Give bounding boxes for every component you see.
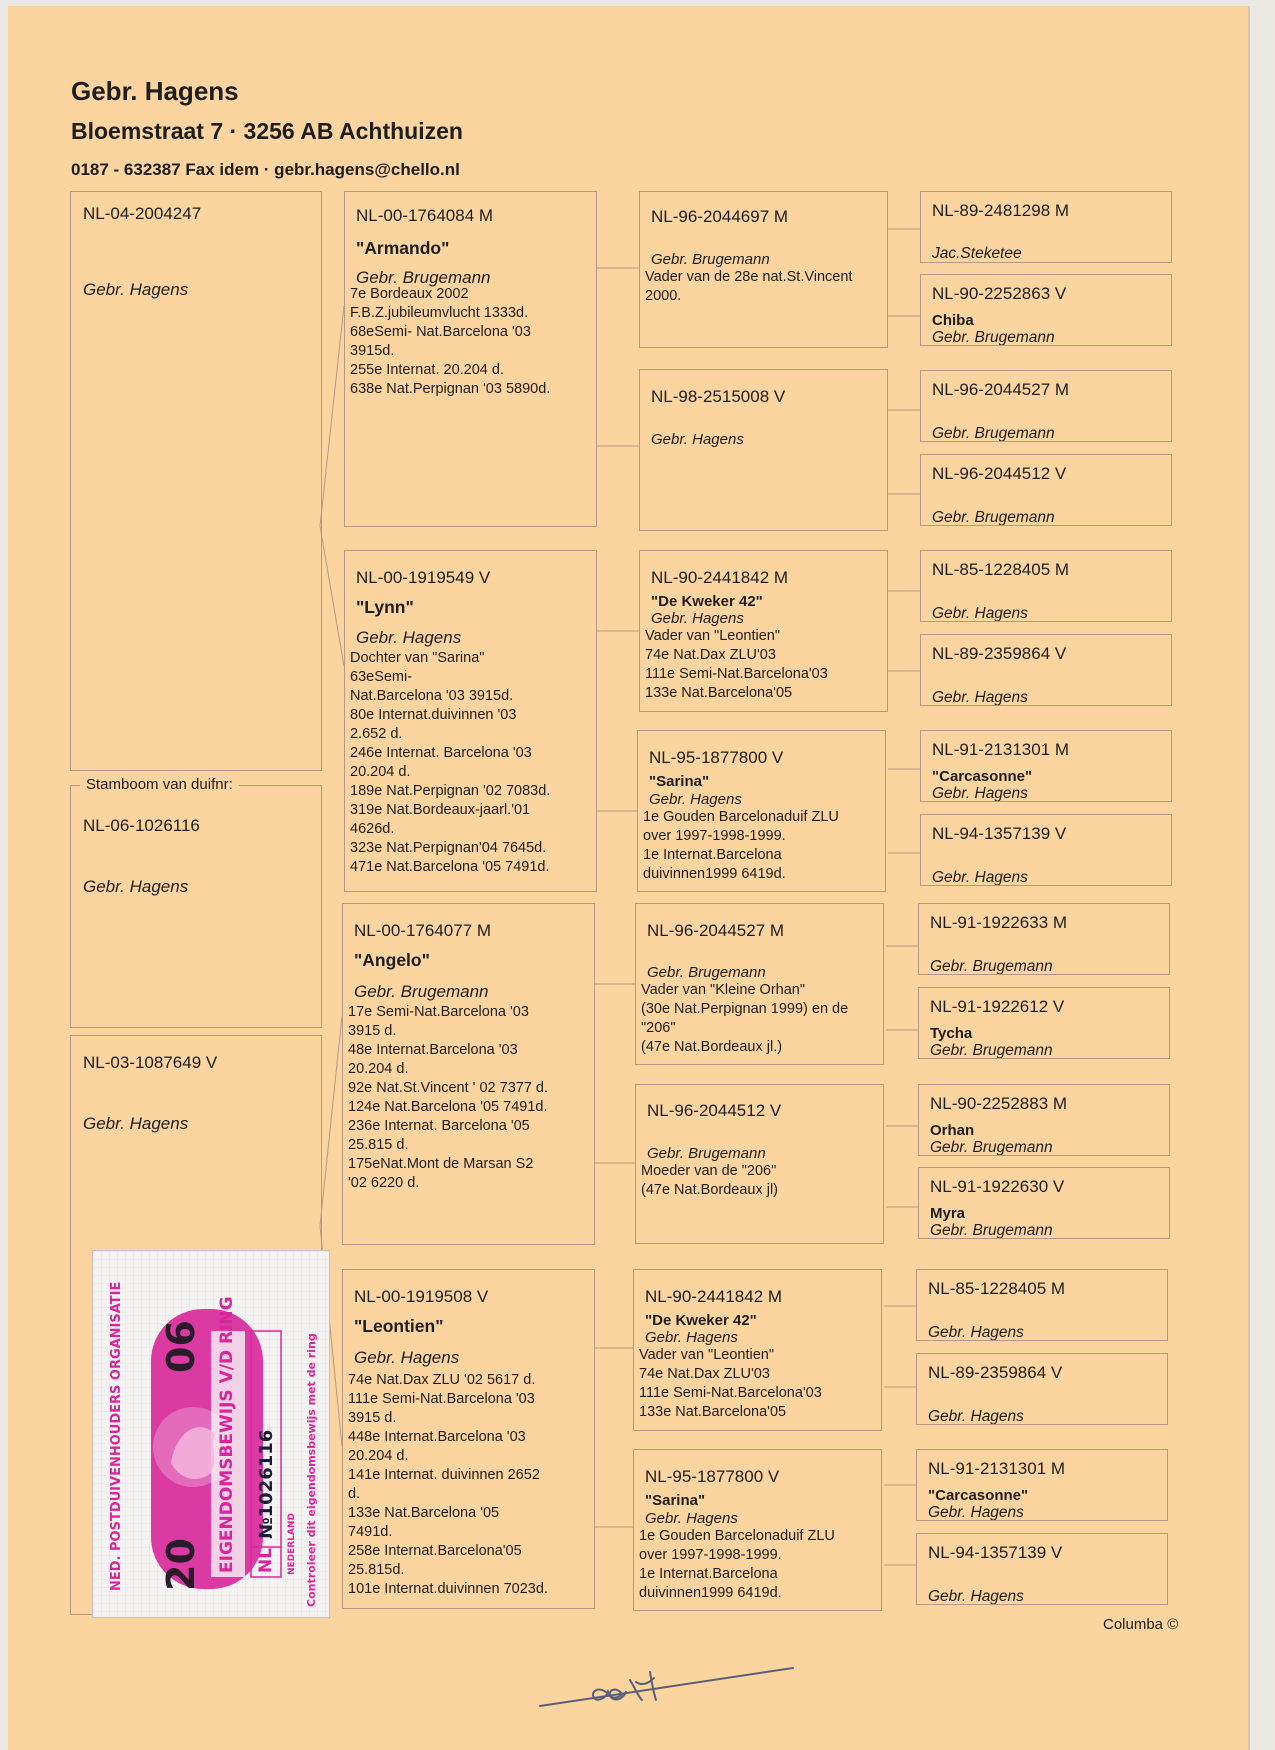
parent-owner: Gebr. Brugemann <box>356 268 491 287</box>
parent-ring-number: NL-00-1919508 V <box>354 1287 489 1306</box>
grandparent-owner: Gebr. Hagens <box>645 1510 738 1527</box>
great-grandparent-card[interactable] <box>918 987 1170 1059</box>
mother-ring-number: NL-03-1087649 V <box>83 1053 218 1072</box>
parent-owner: Gebr. Hagens <box>354 1348 460 1367</box>
breeder-address: Bloemstraat 7 · 3256 AB Achthuizen <box>71 118 463 144</box>
ring-certificate-number: №1026116 <box>256 1429 277 1539</box>
great-grandparent-owner: Gebr. Hagens <box>932 869 1028 886</box>
grandparent-card[interactable] <box>633 1269 882 1431</box>
great-grandparent-ring-number: NL-91-2131301 M <box>928 1459 1066 1478</box>
great-grandparent-nickname: "Carcasonne" <box>932 768 1033 785</box>
grandparent-owner: Gebr. Hagens <box>645 1329 738 1346</box>
ring-certificate <box>92 1250 330 1618</box>
grandparent-results: Vader van de 28e nat.St.Vincent 2000. <box>645 269 853 304</box>
parent-results: 7e Bordeaux 2002 F.B.Z.jubileumvlucht 1333d. 68eSemi- Nat.Barcelona '03 3915d. 255e Internat. 20.204 d. 638e Nat.Perpignan '03 5890d. <box>350 286 551 397</box>
great-grandparent-card[interactable] <box>918 1084 1170 1156</box>
grandparent-card[interactable] <box>639 550 888 712</box>
great-grandparent-ring-number: NL-90-2252863 V <box>932 284 1067 303</box>
parent-nickname: "Angelo" <box>354 950 430 970</box>
great-grandparent-owner: Gebr. Brugemann <box>932 425 1055 442</box>
great-grandparent-ring-number: NL-96-2044527 M <box>932 380 1070 399</box>
great-grandparent-owner: Gebr. Brugemann <box>932 509 1055 526</box>
breeder-name: Gebr. Hagens <box>71 76 239 106</box>
parent-nickname: "Leontien" <box>354 1316 444 1336</box>
great-grandparent-owner: Gebr. Hagens <box>928 1504 1024 1521</box>
pedigree-sheet <box>8 6 1250 1750</box>
great-grandparent-nickname: Tycha <box>930 1025 973 1042</box>
parent-nickname: "Lynn" <box>356 597 414 617</box>
grandparent-results: Vader van "Leontien" 74e Nat.Dax ZLU'03 111e Semi-Nat.Barcelona'03 133e Nat.Barcelona'05 <box>645 628 828 701</box>
ring-certificate-year-suffix: 06 <box>159 1320 203 1373</box>
great-grandparent-ring-number: NL-89-2359864 V <box>932 644 1067 663</box>
grandparent-owner: Gebr. Hagens <box>651 431 744 448</box>
parent-card[interactable] <box>342 903 595 1245</box>
grandparent-card[interactable] <box>633 1449 882 1611</box>
ring-certificate-year-prefix: 20 <box>159 1538 203 1591</box>
great-grandparent-ring-number: NL-90-2252883 M <box>930 1094 1068 1113</box>
great-grandparent-owner: Gebr. Brugemann <box>930 1139 1053 1156</box>
great-grandparent-card[interactable] <box>920 634 1172 706</box>
great-grandparent-card[interactable] <box>918 1167 1170 1239</box>
great-grandparent-card[interactable] <box>920 274 1172 346</box>
great-grandparent-card[interactable] <box>920 550 1172 622</box>
great-grandparent-card[interactable] <box>920 370 1172 442</box>
signature <box>538 1656 798 1716</box>
subject-card[interactable] <box>70 785 322 1028</box>
grandparent-card[interactable] <box>637 730 886 892</box>
parent-card[interactable] <box>342 1269 595 1609</box>
great-grandparent-ring-number: NL-94-1357139 V <box>928 1543 1063 1562</box>
great-grandparent-card[interactable] <box>916 1533 1168 1605</box>
great-grandparent-card[interactable] <box>920 191 1172 263</box>
great-grandparent-owner: Gebr. Hagens <box>928 1408 1024 1425</box>
grandparent-ring-number: NL-95-1877800 V <box>649 748 784 767</box>
parent-card[interactable] <box>344 191 597 527</box>
great-grandparent-ring-number: NL-85-1228405 M <box>932 560 1070 579</box>
ring-certificate-country-code: NL <box>256 1547 276 1573</box>
great-grandparent-card[interactable] <box>916 1269 1168 1341</box>
grandparent-ring-number: NL-90-2441842 M <box>645 1287 783 1306</box>
parent-owner: Gebr. Hagens <box>356 628 462 647</box>
parent-ring-number: NL-00-1764084 M <box>356 206 494 225</box>
great-grandparent-ring-number: NL-91-1922612 V <box>930 997 1065 1016</box>
grandparent-ring-number: NL-98-2515008 V <box>651 387 786 406</box>
great-grandparent-nickname: "Carcasonne" <box>928 1487 1029 1504</box>
great-grandparent-owner: Gebr. Brugemann <box>932 329 1055 346</box>
great-grandparent-owner: Gebr. Hagens <box>932 605 1028 622</box>
father-owner: Gebr. Hagens <box>83 280 189 299</box>
great-grandparent-owner: Gebr. Brugemann <box>930 1042 1053 1059</box>
parent-ring-number: NL-00-1764077 M <box>354 921 492 940</box>
parent-owner: Gebr. Brugemann <box>354 982 489 1001</box>
great-grandparent-ring-number: NL-91-2131301 M <box>932 740 1070 759</box>
grandparent-owner: Gebr. Brugemann <box>651 251 770 268</box>
grandparent-card[interactable] <box>635 1084 884 1244</box>
great-grandparent-card[interactable] <box>920 814 1172 886</box>
great-grandparent-card[interactable] <box>920 454 1172 526</box>
great-grandparent-ring-number: NL-94-1357139 V <box>932 824 1067 843</box>
parent-card[interactable] <box>344 550 597 892</box>
parent-results: Dochter van "Sarina" 63eSemi- Nat.Barcelona '03 3915d. 80e Internat.duivinnen '03 2.652 d. 246e Internat. Barcelona '03 20.204 d. 189e Nat.Perpignan '02 7083d. 319e Nat.Bordeaux-jaarl.'01 4626d. 323e Nat.Perpignan'04 7645d. 471e Nat.Barcelona '05 7491d. <box>350 650 551 875</box>
great-grandparent-nickname: Chiba <box>932 312 974 329</box>
grandparent-results: Vader van "Leontien" 74e Nat.Dax ZLU'03 111e Semi-Nat.Barcelona'03 133e Nat.Barcelona'05 <box>639 1347 822 1420</box>
grandparent-ring-number: NL-96-2044527 M <box>647 921 785 940</box>
ring-certificate-organisation: NED. POSTDUIVENHOUDERS ORGANISATIE <box>109 1281 124 1591</box>
grandparent-card[interactable] <box>635 903 884 1065</box>
great-grandparent-ring-number: NL-85-1228405 M <box>928 1279 1066 1298</box>
parent-nickname: "Armando" <box>356 238 450 258</box>
grandparent-results: 1e Gouden Barcelonaduif ZLU over 1997-1998-1999. 1e Internat.Barcelona duivinnen1999 6419d. <box>639 1528 835 1601</box>
ring-certificate-title: EIGENDOMSBEWIJS V/D RING <box>217 1296 237 1573</box>
grandparent-owner: Gebr. Brugemann <box>647 964 766 981</box>
grandparent-nickname: "Sarina" <box>649 773 710 790</box>
grandparent-nickname: "De Kweker 42" <box>645 1312 757 1329</box>
subject-label: Stamboom van duifnr: <box>80 776 239 793</box>
parent-results: 74e Nat.Dax ZLU '02 5617 d. 111e Semi-Nat.Barcelona '03 3915 d. 448e Internat.Barcelona '03 20.204 d. 141e Internat. duivinnen 2652 d. 133e Nat.Barcelona '05 7491d. 258e Internat.Barcelona'05 25.815d. 101e Internat.duivinnen 7023d. <box>348 1372 548 1597</box>
grandparent-ring-number: NL-96-2044512 V <box>647 1101 782 1120</box>
grandparent-owner: Gebr. Hagens <box>651 610 744 627</box>
grandparent-results: Moeder van de "206" (47e Nat.Bordeaux jl) <box>641 1163 779 1198</box>
great-grandparent-owner: Gebr. Hagens <box>928 1588 1024 1605</box>
grandparent-card[interactable] <box>639 369 888 531</box>
grandparent-ring-number: NL-95-1877800 V <box>645 1467 780 1486</box>
great-grandparent-owner: Gebr. Hagens <box>932 785 1028 802</box>
great-grandparent-nickname: Orhan <box>930 1122 975 1139</box>
great-grandparent-owner: Jac.Steketee <box>932 245 1022 262</box>
great-grandparent-ring-number: NL-89-2359864 V <box>928 1363 1063 1382</box>
grandparent-ring-number: NL-90-2441842 M <box>651 568 789 587</box>
great-grandparent-card[interactable] <box>918 903 1170 975</box>
ring-certificate-instruction: Controleer dit eigendomsbewijs met de ring <box>305 1333 318 1607</box>
great-grandparent-owner: Gebr. Hagens <box>932 689 1028 706</box>
great-grandparent-owner: Gebr. Hagens <box>928 1324 1024 1341</box>
father-ring-number: NL-04-2004247 <box>83 204 202 223</box>
great-grandparent-ring-number: NL-96-2044512 V <box>932 464 1067 483</box>
grandparent-ring-number: NL-96-2044697 M <box>651 207 789 226</box>
ring-certificate-country: NEDERLAND <box>287 1513 297 1575</box>
subject-owner: Gebr. Hagens <box>83 877 189 896</box>
subject-ring-number: NL-06-1026116 <box>83 816 200 835</box>
mother-owner: Gebr. Hagens <box>83 1114 189 1133</box>
grandparent-results: 1e Gouden Barcelonaduif ZLU over 1997-1998-1999. 1e Internat.Barcelona duivinnen1999 6419d. <box>643 809 839 882</box>
parent-results: 17e Semi-Nat.Barcelona '03 3915 d. 48e Internat.Barcelona '03 20.204 d. 92e Nat.St.Vincent ' 02 7377 d. 124e Nat.Barcelona '05 7491d. 236e Internat. Barcelona '05 25.815 d. 175eNat.Mont de Marsan S2 '02 6220 d. <box>348 1004 549 1191</box>
great-grandparent-ring-number: NL-89-2481298 M <box>932 201 1070 220</box>
grandparent-results: Vader van "Kleine Orhan" (30e Nat.Perpignan 1999) en de "206" (47e Nat.Bordeaux jl.) <box>641 982 849 1055</box>
great-grandparent-ring-number: NL-91-1922633 M <box>930 913 1068 932</box>
great-grandparent-card[interactable] <box>916 1449 1168 1521</box>
grandparent-owner: Gebr. Hagens <box>649 791 742 808</box>
great-grandparent-ring-number: NL-91-1922630 V <box>930 1177 1065 1196</box>
breeder-contact: 0187 - 632387 Fax idem · gebr.hagens@chello.nl <box>71 160 460 179</box>
father-card[interactable] <box>70 191 322 771</box>
great-grandparent-nickname: Myra <box>930 1205 966 1222</box>
grandparent-nickname: "De Kweker 42" <box>651 593 763 610</box>
grandparent-owner: Gebr. Brugemann <box>647 1145 766 1162</box>
grandparent-nickname: "Sarina" <box>645 1492 706 1509</box>
parent-ring-number: NL-00-1919549 V <box>356 568 491 587</box>
copyright-notice: Columba © <box>1103 1616 1179 1633</box>
grandparent-card[interactable] <box>639 191 888 348</box>
great-grandparent-card[interactable] <box>920 730 1172 802</box>
great-grandparent-owner: Gebr. Brugemann <box>930 958 1053 975</box>
great-grandparent-owner: Gebr. Brugemann <box>930 1222 1053 1239</box>
great-grandparent-card[interactable] <box>916 1353 1168 1425</box>
